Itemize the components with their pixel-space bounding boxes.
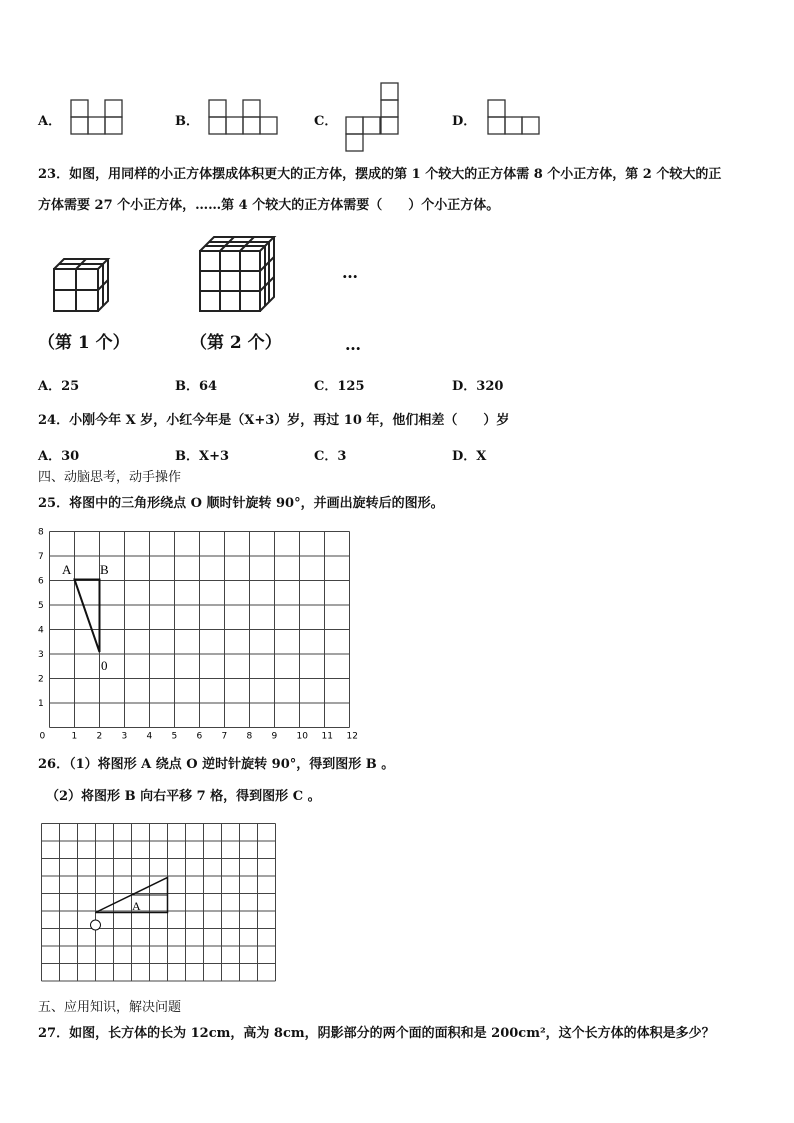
q25-y-tick: 3 (38, 650, 44, 660)
q22-net-a (70, 99, 126, 135)
q25-y-tick: 6 (38, 576, 44, 587)
q25-grid (36, 527, 366, 742)
section-5-heading: 五、应用知识，解决问题 (38, 1000, 182, 1015)
q25-x-tick: 10 (296, 731, 308, 742)
q26-part2: （2）将图形 B 向右平移 7 格，得到图形 C 。 (46, 789, 321, 804)
q25-x-tick: 6 (196, 731, 203, 742)
q25-label-o: 0 (101, 658, 108, 673)
q26-part1: 26．（1）将图形 A 绕点 O 逆时针旋转 90°，得到图形 B 。 (38, 757, 395, 772)
q25-y-tick: 4 (38, 625, 44, 636)
q24-text: 24．小刚今年 X 岁，小红今年是（X+3）岁，再过 10 年，他们相差（ ）岁 (38, 413, 510, 428)
q22-net-c (345, 82, 403, 152)
q27-text: 27．如图，长方体的长为 12cm，高为 8cm，阴影部分的两个面的面积和是 200cm²，这个长方体的体积是多少？ (38, 1026, 715, 1041)
q26-point-o (91, 920, 101, 930)
q23-option-a: A．25 (38, 379, 80, 394)
q25-x-tick: 3 (121, 731, 128, 742)
q25-x-tick: 12 (346, 731, 358, 742)
q25-triangle (75, 580, 100, 653)
q25-x-tick: 8 (246, 731, 253, 742)
q24-option-d: D．X (452, 449, 487, 464)
q24-option-a: A．30 (38, 449, 80, 464)
q23-text-line2: 方体需要 27 个小正方体，……第 4 个较大的正方体需要（ ）个小正方体。 (38, 198, 500, 213)
q23-dots-bottom: … (345, 335, 361, 354)
q25-label-a: A (62, 562, 72, 577)
cube-3x3-figure (198, 235, 276, 313)
q25-x-tick: 7 (221, 731, 228, 742)
q26-grid (40, 822, 280, 987)
q25-y-tick: 5 (38, 601, 44, 611)
q25-label-b: B (100, 562, 109, 577)
q23-dots-top: … (342, 263, 358, 282)
section-4-heading: 四、动脑思考，动手操作 (38, 470, 182, 485)
q25-x-tick: 4 (146, 731, 153, 742)
cube-2x2-figure (52, 257, 112, 313)
q23-caption-2: （第 2 个） (190, 333, 282, 353)
q22-net-d (487, 99, 543, 135)
q22-option-d-label: D． (452, 114, 477, 129)
q25-y-tick: 7 (38, 552, 44, 562)
q22-net-b (208, 99, 283, 135)
q22-option-b-label: B． (175, 114, 199, 129)
q23-caption-1: （第 1 个） (38, 333, 130, 353)
q23-option-b: B．64 (175, 379, 218, 394)
q25-x-tick: 0 (39, 731, 46, 742)
q24-option-c: C．3 (314, 449, 347, 464)
q22-option-c-label: C． (314, 114, 338, 129)
q23-option-d: D．320 (452, 379, 504, 394)
q25-x-tick: 11 (321, 731, 333, 742)
q25-y-tick: 8 (38, 527, 44, 538)
q25-y-tick: 2 (38, 674, 44, 685)
q23-text-line1: 23．如图，用同样的小正方体摆成体积更大的正方体，摆成的第 1 个较大的正方体需 8 个小正方体，第 2 个较大的正 (38, 167, 722, 182)
q25-x-tick: 5 (171, 731, 178, 742)
q25-x-tick: 2 (96, 731, 103, 742)
q23-option-c: C．125 (314, 379, 365, 394)
q25-x-tick: 1 (71, 731, 78, 742)
q25-x-tick: 9 (271, 731, 278, 742)
q26-label-a: A (132, 899, 141, 913)
q22-option-a-label: A． (38, 114, 62, 129)
q25-y-tick: 1 (38, 699, 44, 709)
q25-text: 25．将图中的三角形绕点 O 顺时针旋转 90°，并画出旋转后的图形。 (38, 496, 444, 511)
q24-option-b: B．X+3 (175, 449, 230, 464)
